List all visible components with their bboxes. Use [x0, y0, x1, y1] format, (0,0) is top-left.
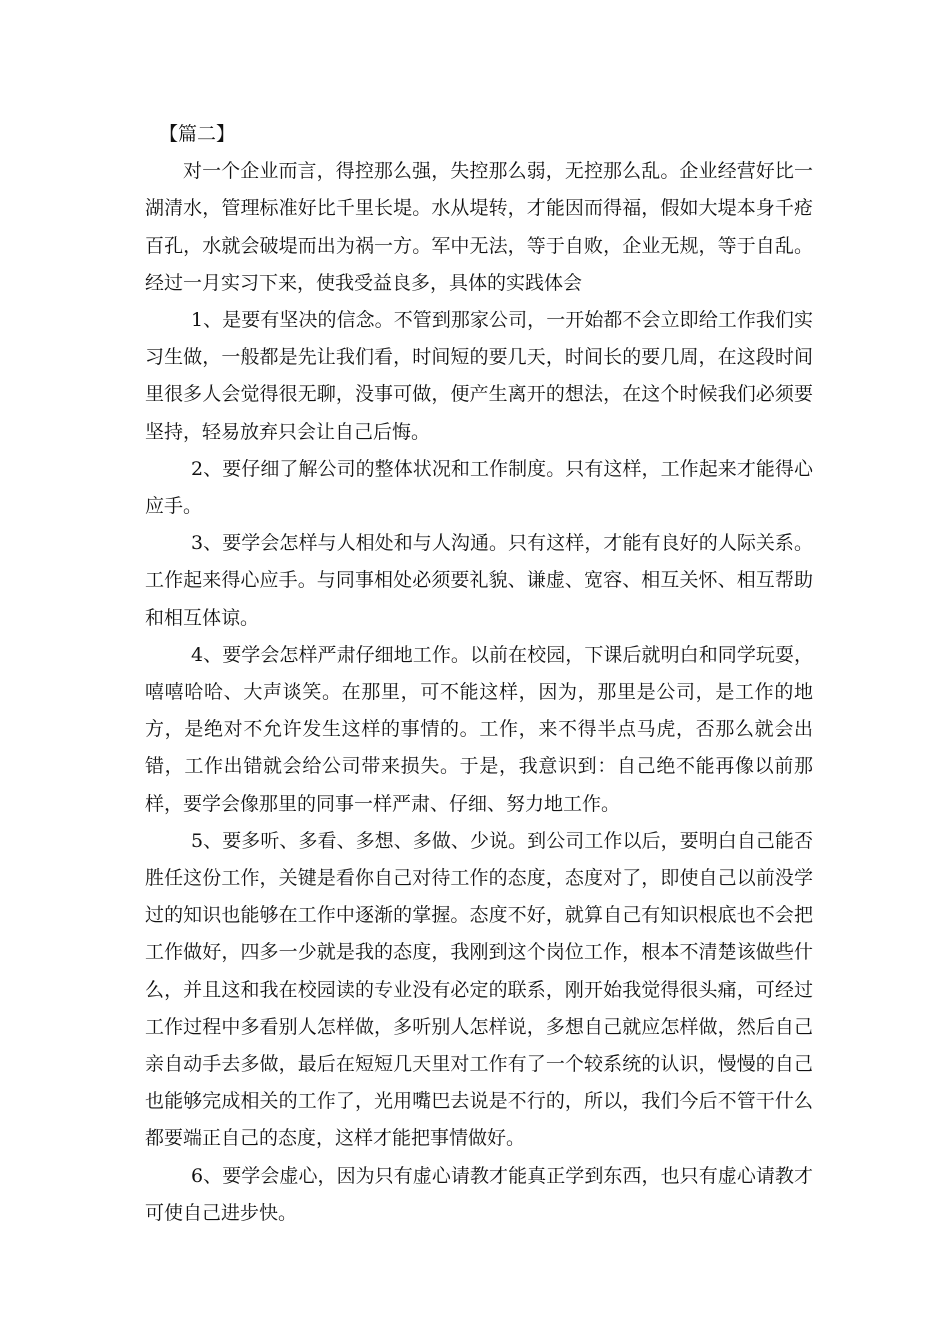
paragraph-intro: 对一个企业而言，得控那么强，失控那么弱，无控那么乱。企业经营好比一湖清水，管理标准好比千里长堤。水从堤转，才能因而得福，假如大堤本身千疮百孔，水就会破堤而出为祸一方。军中无法，等于自败，企业无规，等于自乱。经过一月实习下来，使我受益良多，具体的实践体会: [145, 160, 813, 294]
paragraph-point-3: 3、要学会怎样与人相处和与人沟通。只有这样，才能有良好的人际关系。工作起来得心应手。与同事相处必须要礼貌、谦虚、宽容、相互关怀、相互帮助和相互体谅。: [145, 532, 813, 629]
paragraph-point-2: 2、要仔细了解公司的整体状况和工作制度。只有这样，工作起来才能得心应手。: [145, 457, 813, 518]
paragraph-point-5: 5、要多听、多看、多想、多做、少说。到公司工作以后，要明白自己能否胜任这份工作，关键是看你自己对待工作的态度，态度对了，即使自己以前没学过的知识也能够在工作中逐渐的掌握。态度不好，就算自己有知识根底也不会把工作做好，四多一少就是我的态度，我刚到这个岗位工作，根本不清楚该做些什么，并且这和我在校园读的专业没有必定的联系，刚开始我觉得很头痛，可经过工作过程中多看别人怎样做，多听别人怎样说，多想自己就应怎样做，然后自己亲自动手去多做，最后在短短几天里对工作有了一个较系统的认识，慢慢的自己也能够完成相关的工作了，光用嘴巴去说是不行的，所以，我们今后不管干什么都要端正自己的态度，这样才能把事情做好。: [145, 829, 813, 1150]
document-page: [145, 116, 813, 1232]
paragraph-point-6: 6、要学会虚心，因为只有虚心请教才能真正学到东西，也只有虚心请教才可使自己进步快。: [145, 1164, 813, 1224]
paragraph-point-1: 1、是要有坚决的信念。不管到那家公司，一开始都不会立即给工作我们实习生做，一般都是先让我们看，时间短的要几天，时间长的要几周，在这段时间里很多人会觉得很无聊，没事可做，便产生离开的想法，在这个时候我们必须要坚持，轻易放弃只会让自己后悔。: [145, 309, 813, 443]
paragraph-point-4: 4、要学会怎样严肃仔细地工作。以前在校园，下课后就明白和同学玩耍，嘻嘻哈哈、大声谈笑。在那里，可不能这样，因为，那里是公司，是工作的地方，是绝对不允许发生这样的事情的。工作，来不得半点马虎，否那么就会出错，工作出错就会给公司带来损失。于是，我意识到：自己绝不能再像以前那样，要学会像那里的同事一样严肃、仔细、努力地工作。: [145, 643, 813, 815]
section-heading: 【篇二】: [159, 123, 236, 145]
